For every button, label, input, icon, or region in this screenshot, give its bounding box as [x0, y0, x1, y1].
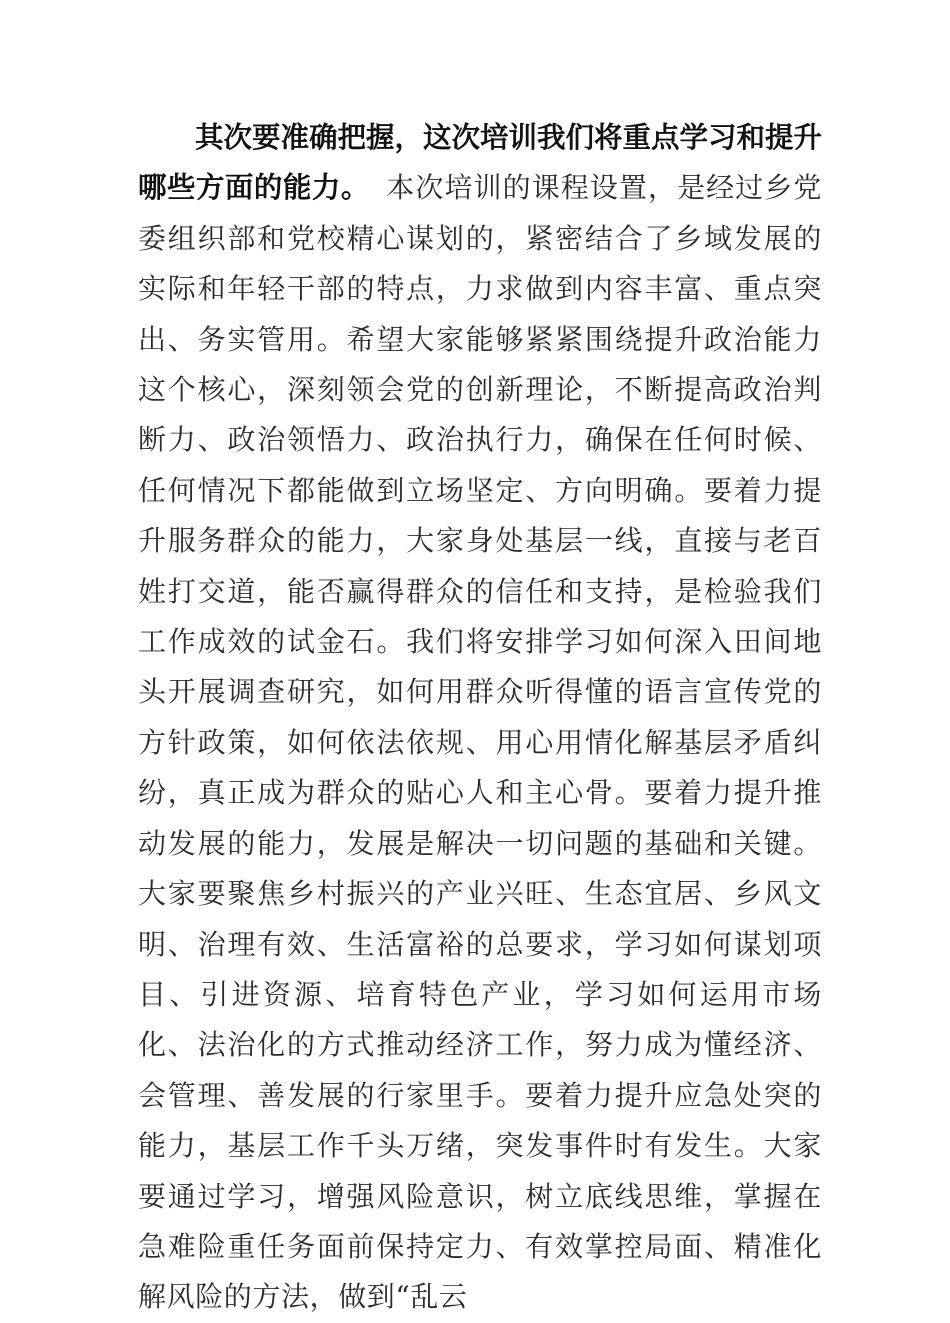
body-text-run: 本次培训的课程设置，是经过乡党委组织部和党校精心谋划的，紧密结合了乡域发展的实际和年轻干部的特点，力求做到内容丰富、重点突出、务实管用。希望大家能够紧紧围绕提升政治能力这个核心，深刻领会党的创新理论，不断提高政治判断力、政治领悟力、政治执行力，确保在任何时候、任何情况下都能做到立场坚定、方向明确。要着力提升服务群众的能力，大家身处基层一线，直接与老百姓打交道，能否赢得群众的信任和支持，是检验我们工作成效的试金石。我们将安排学习如何深入田间地头开展调查研究，如何用群众听得懂的语言宣传党的方针政策，如何依法依规、用心用情化解基层矛盾纠纷，真正成为群众的贴心人和主心骨。要着力提升推动发展的能力，发展是解决一切问题的基础和关键。大家要聚焦乡村振兴的产业兴旺、生态宜居、乡风文明、治理有效、生活富裕的总要求，学习如何谋划项目、引进资源、培育特色产业，学习如何运用市场化、法治化的方式推动经济工作，努力成为懂经济、会管理、善发展的行家里手。要着力提升应急处突的能力，基层工作千头万绪，突发事件时有发生。大家要通过学习，增强风险意识，树立底线思维，掌握在急难险重任务面前保持定力、有效掌控局面、精准化解风险的方法，做到“乱云 — [138, 171, 822, 1314]
body-paragraph — [138, 113, 822, 1323]
text-column — [138, 113, 822, 1323]
lead-bold-sentence: 其次要准确把握，这次培训我们将重点学习和提升哪些方面的能力。 — [138, 121, 823, 205]
